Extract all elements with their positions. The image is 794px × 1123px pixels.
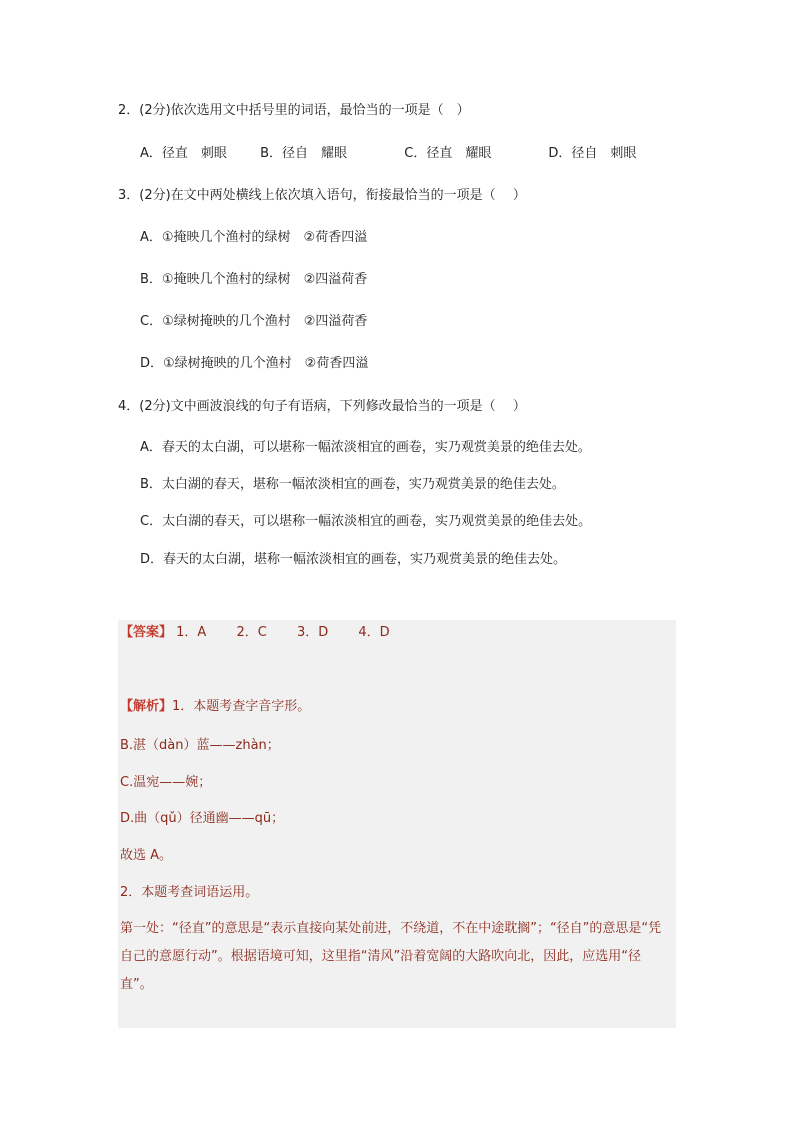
- question-4-option-a: A．春天的太白湖，可以堪称一幅浓淡相宜的画卷，实乃观赏美景的绝佳去处。: [140, 440, 591, 455]
- question-2-options: [140, 145, 636, 163]
- analysis-line-5: 故选 A。: [120, 848, 173, 863]
- question-2-stem: 2．(2分)依次选用文中括号里的词语，最恰当的一项是（ ）: [118, 103, 470, 118]
- analysis-line-1: 1．本题考查字音字形。: [172, 699, 311, 714]
- answer-tag: 【答案】: [120, 625, 173, 640]
- question-2-option-a: A．径直 刺眼: [140, 146, 227, 161]
- question-4-stem: 4．(2分)文中画波浪线的句子有语病，下列修改最恰当的一项是（ ）: [118, 399, 526, 414]
- question-2-option-c: C．径直 耀眼: [404, 146, 492, 161]
- analysis-paragraph: 第一处：“径直”的意思是“表示直接向某处前进，不绕道，不在中途耽搁”；“径自”的意思是“凭自己的意愿行动”。根据语境可知，这里指“清风”沿着宽阔的大路吹向北，因此，应选用“径直”。: [120, 921, 662, 992]
- answer-line: [120, 624, 416, 642]
- question-3-option-d: D．①绿树掩映的几个渔村 ②荷香四溢: [140, 356, 369, 371]
- analysis-line-4: D.曲（qǔ）径通幽——qū；: [120, 811, 285, 826]
- question-2-option-d: D．径自 刺眼: [548, 146, 637, 161]
- question-3-stem: 3．(2分)在文中两处横线上依次填入语句，衔接最恰当的一项是（ ）: [118, 188, 526, 203]
- question-4-option-b: B．太白湖的春天，堪称一幅浓淡相宜的画卷，实乃观赏美景的绝佳去处。: [140, 477, 565, 492]
- answer-item-3: 3．D: [296, 625, 329, 640]
- question-2-option-b: B．径自 耀眼: [260, 146, 348, 161]
- question-3-option-b: B．①掩映几个渔村的绿树 ②四溢荷香: [140, 272, 368, 287]
- analysis-line-6: 2．本题考查词语运用。: [120, 885, 259, 900]
- question-4-option-c: C．太白湖的春天，可以堪称一幅浓淡相宜的画卷，实乃观赏美景的绝佳去处。: [140, 514, 592, 529]
- answer-item-1: 1．A: [176, 625, 207, 640]
- question-3-option-c: C．①绿树掩映的几个渔村 ②四溢荷香: [140, 314, 368, 329]
- question-4-option-d: D．春天的太白湖，堪称一幅浓淡相宜的画卷，实乃观赏美景的绝佳去处。: [140, 552, 567, 567]
- analysis-tag: 【解析】: [120, 699, 173, 714]
- analysis-line-2: B.湛（dàn）蓝——zhàn；: [120, 738, 280, 753]
- answer-item-4: 4．D: [358, 625, 390, 640]
- analysis-heading: [120, 698, 310, 716]
- question-3-option-a: A．①掩映几个渔村的绿树 ②荷香四溢: [140, 230, 368, 245]
- analysis-line-3: C.温宛——婉；: [120, 775, 212, 790]
- answer-item-2: 2．C: [236, 625, 267, 640]
